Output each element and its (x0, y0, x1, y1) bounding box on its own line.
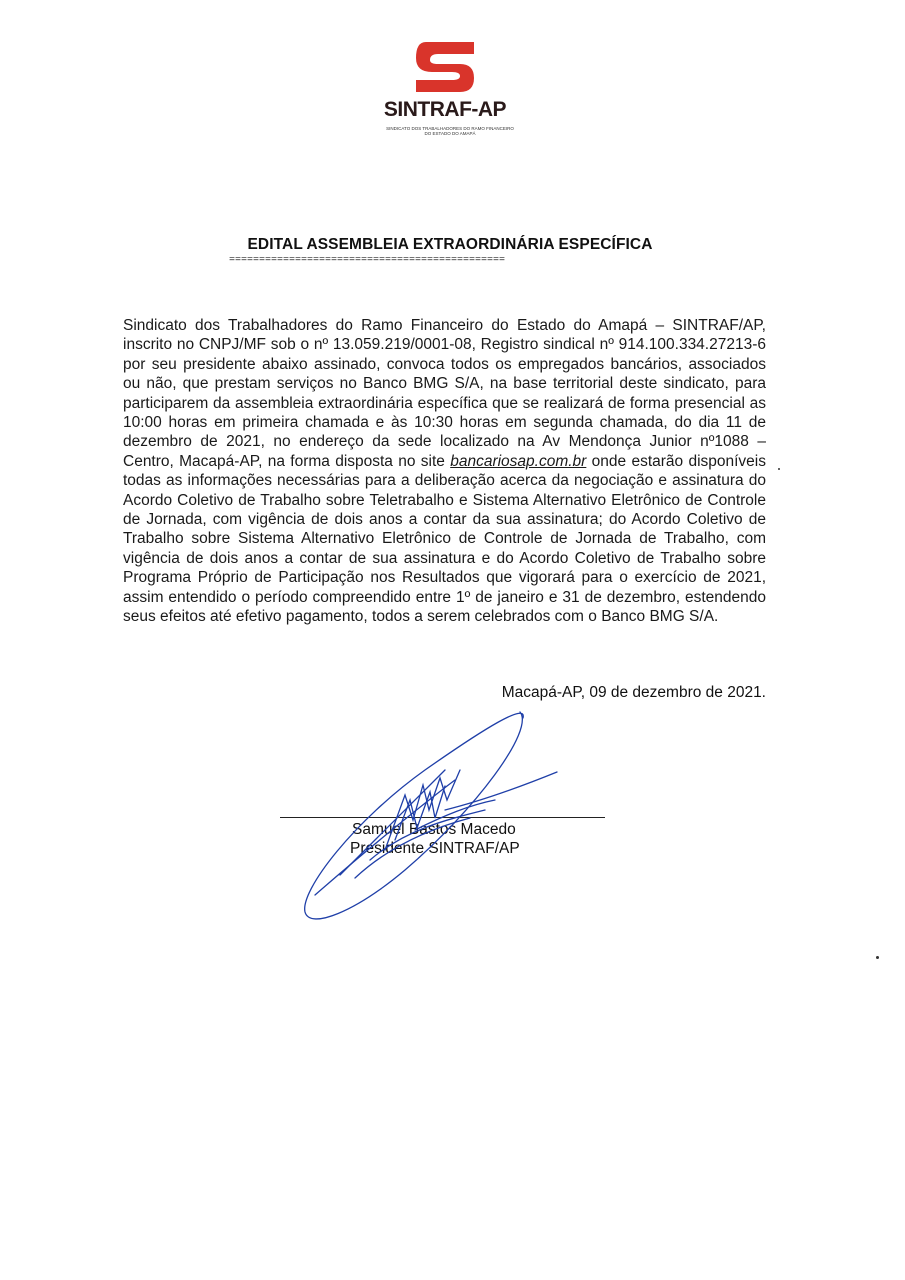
sintraf-logo (370, 40, 530, 140)
scan-speck (876, 956, 879, 959)
title-underline: ============================================== (229, 257, 506, 266)
handwritten-signature (295, 700, 565, 930)
signatory-name: Samuel Bastos Macedo (352, 821, 516, 838)
logo-subtitle (385, 126, 515, 136)
site-link[interactable]: bancariosap.com.br (450, 452, 587, 470)
scan-speck (778, 468, 780, 470)
logo-subtitle-line2: DO ESTADO DO AMAPÁ (424, 131, 476, 136)
logo-subtitle-line1: SINDICATO DOS TRABALHADORES DO RAMO FINANCEIRO (386, 126, 514, 131)
body-text-part2: onde estarão disponíveis todas as informações necessárias para a deliberação acerca da negociação e assinatura do Acordo Coletivo de Trabalho sobre Teletrabalho e Sistema Alternativo Eletrônico de Controle de Jornada, com vigência de dois anos a contar da sua assinatura; do Acordo Coletivo de Trabalho sobre Sistema Alternativo Eletrônico de Controle de Jornada de Trabalho, com vigência de dois anos a contar de sua assinatura e do Acordo Coletivo de Trabalho sobre Programa Próprio de Participação nos Resultados que vigorará para o exercício de 2021, assim entendido o período compreendido entre 1º de janeiro e 31 de dezembro, estendendo seus efeitos até efetivo pagamento, todos a serem celebrados com o Banco BMG S/A. (123, 452, 766, 626)
document-body (123, 316, 766, 627)
body-text-part1: Sindicato dos Trabalhadores do Ramo Financeiro do Estado do Amapá – SINTRAF/AP, inscrito no CNPJ/MF sob o nº 13.059.219/0001-08, Registro sindical nº 914.100.334.27213-6 por seu presidente abaixo assinado, convoca todos os empregados bancários, associados ou não, que prestam serviços no Banco BMG S/A, na base territorial deste sindicato, para participarem da assembleia extraordinária específica que se realizará de forma presencial as 10:00 horas em primeira chamada e às 10:30 horas em segunda chamada, do dia 11 de dezembro de 2021, no endereço da sede localizado na Av Mendonça Junior nº1088 – Centro, Macapá-AP, na forma disposta no site (123, 317, 766, 470)
signatory-role: Presidente SINTRAF/AP (350, 840, 520, 857)
logo-mark-icon (412, 40, 478, 100)
document-title: EDITAL ASSEMBLEIA EXTRAORDINÁRIA ESPECÍFICA (247, 236, 653, 253)
date-line: Macapá-AP, 09 de dezembro de 2021. (501, 684, 766, 701)
logo-name: SINTRAF-AP (383, 98, 507, 121)
